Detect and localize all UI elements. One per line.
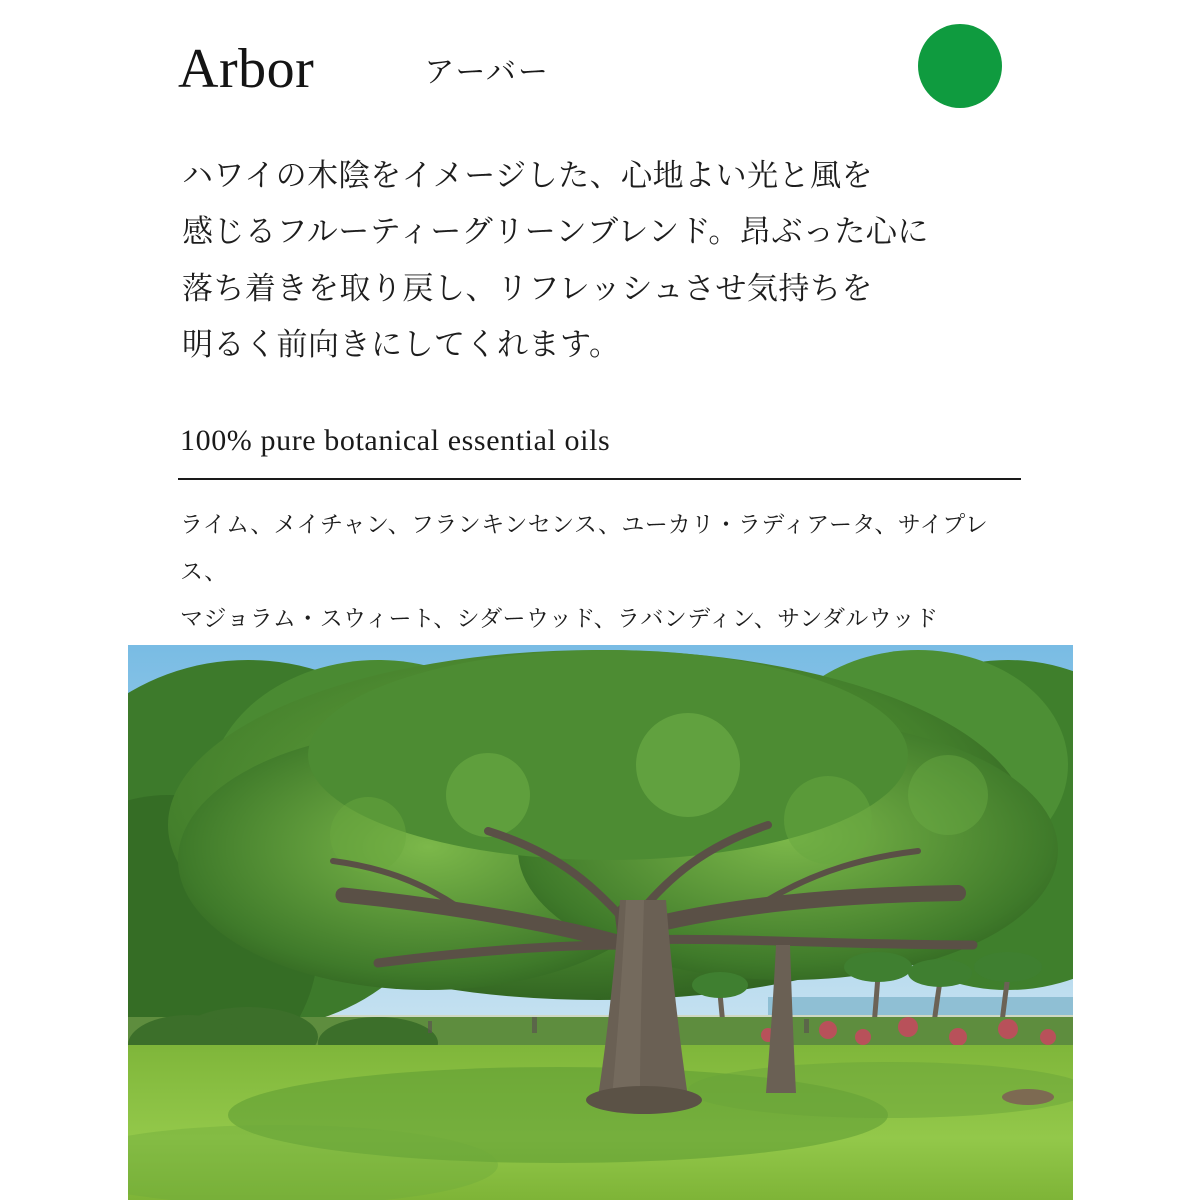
page-title-japanese: アーバー <box>424 55 550 90</box>
description-text <box>182 148 997 374</box>
description-line: 落ち着きを取り戻し、リフレッシュさせ気持ちを <box>182 270 873 307</box>
green-swatch-icon <box>918 24 1002 108</box>
description-line: 明るく前向きにしてくれます。 <box>182 327 621 364</box>
oils-list <box>180 502 1030 643</box>
description-line: ハワイの木陰をイメージした、心地よい光と風を <box>182 158 874 194</box>
oils-line: マジョラム・スウィート、シダーウッド、ラバンディン、サンダルウッド <box>180 606 939 633</box>
oils-heading: 100% pure botanical essential oils <box>180 424 611 457</box>
product-photo <box>128 645 1073 1200</box>
oils-line: ライム、メイチャン、フランキンセンス、ユーカリ・ラディアータ、サイプレス、 <box>180 512 989 586</box>
divider <box>178 478 1021 480</box>
page-title: Arbor <box>178 38 315 100</box>
photo-illustration <box>128 645 1073 1200</box>
description-line: 感じるフルーティーグリーンブレンド。昂ぶった心に <box>182 214 929 251</box>
